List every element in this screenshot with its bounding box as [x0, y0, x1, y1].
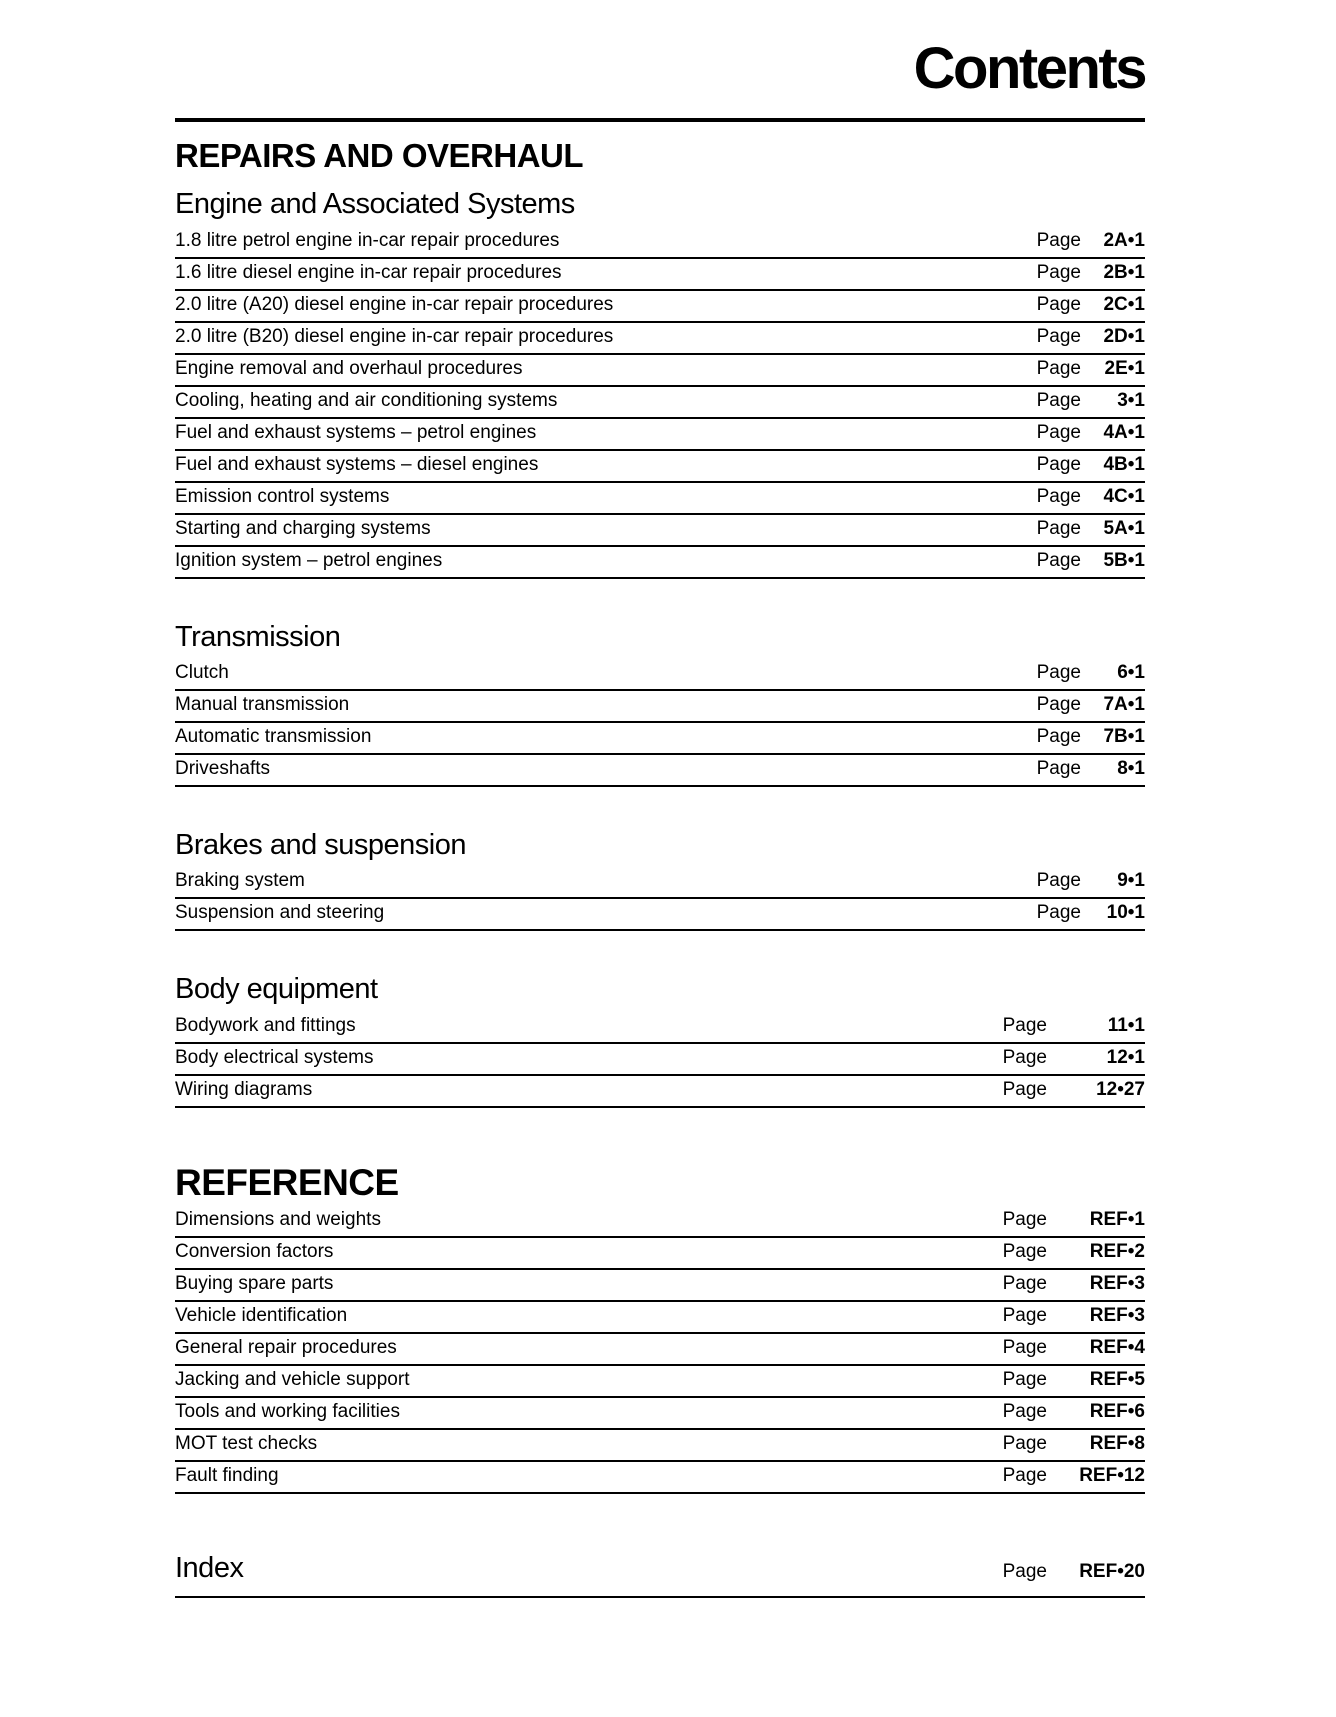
page-number: 5B•1 [1103, 549, 1145, 571]
page-number: REF•6 [1089, 1401, 1145, 1423]
toc-row [175, 483, 1145, 515]
toc-row [175, 1462, 1145, 1494]
page-ref [1003, 1433, 1145, 1455]
toc-row [175, 1238, 1145, 1270]
page-ref [1037, 390, 1145, 412]
page-ref [1037, 870, 1145, 892]
page-label: Page [1002, 1241, 1047, 1263]
page-number: 8•1 [1117, 757, 1145, 779]
page-label: Page [1002, 1401, 1047, 1423]
toc-item-label: Fuel and exhaust systems – petrol engines [175, 421, 537, 443]
page-ref [1003, 1337, 1145, 1359]
section-rows [175, 227, 1145, 579]
toc-row [175, 355, 1145, 387]
page-ref [1003, 1241, 1145, 1263]
page-number: REF•3 [1089, 1273, 1145, 1295]
toc-item-label: Driveshafts [175, 757, 271, 779]
page-ref [1003, 1305, 1145, 1327]
toc-item-label: Suspension and steering [175, 902, 385, 924]
page-number: 12•27 [1096, 1078, 1145, 1100]
toc-item-label: Jacking and vehicle support [175, 1369, 410, 1391]
page-number: 5A•1 [1103, 517, 1145, 539]
page-label: Page [1002, 1369, 1047, 1391]
page-ref [1003, 1401, 1145, 1423]
toc-item-label: Braking system [175, 870, 305, 892]
section-heading: Body equipment [175, 973, 378, 1006]
toc-item-label: Tools and working facilities [175, 1401, 400, 1423]
toc-row [175, 755, 1145, 787]
toc-item-label: MOT test checks [175, 1433, 318, 1455]
page-label: Page [1002, 1046, 1047, 1068]
page-ref [1003, 1465, 1145, 1487]
toc-item-label: Automatic transmission [175, 725, 372, 747]
toc-item-label: Index [175, 1552, 244, 1585]
page-ref [1003, 1047, 1145, 1069]
toc-item-label: Clutch [175, 661, 229, 683]
page-ref [1003, 1273, 1145, 1295]
page-ref [1037, 486, 1145, 508]
page-number: 2A•1 [1103, 229, 1145, 251]
toc-item-label: Starting and charging systems [175, 517, 431, 539]
page-ref [1037, 518, 1145, 540]
page-label: Page [1036, 325, 1081, 347]
toc-item-label: 1.8 litre petrol engine in-car repair procedures [175, 229, 560, 251]
page-label: Page [1036, 549, 1081, 571]
toc-row [175, 1012, 1145, 1044]
toc-row [175, 659, 1145, 691]
section-heading: Transmission [175, 620, 341, 653]
toc-section [175, 621, 1145, 787]
page-label: Page [1036, 517, 1081, 539]
page-label: Page [1036, 902, 1081, 924]
page-number: REF•12 [1079, 1465, 1145, 1487]
section-rows [175, 867, 1145, 931]
main-heading: REPAIRS AND OVERHAUL [175, 137, 584, 174]
toc-section [175, 973, 1145, 1107]
page-label: Page [1002, 1561, 1047, 1583]
page-label: Page [1036, 421, 1081, 443]
page-label: Page [1002, 1209, 1047, 1231]
page-number: 10•1 [1106, 902, 1145, 924]
page-ref [1037, 326, 1145, 348]
page-label: Page [1036, 757, 1081, 779]
toc-row [175, 1334, 1145, 1366]
page-ref [1003, 1369, 1145, 1391]
page-number: 2B•1 [1103, 261, 1145, 283]
page-label: Page [1036, 485, 1081, 507]
page-number: 4C•1 [1103, 485, 1145, 507]
toc-row [175, 1398, 1145, 1430]
page-label: Page [1002, 1078, 1047, 1100]
section-rows [175, 1206, 1145, 1494]
page-number: 2D•1 [1103, 325, 1145, 347]
page-number: 2C•1 [1103, 293, 1145, 315]
toc-item-label: Fuel and exhaust systems – diesel engines [175, 453, 539, 475]
page-ref [1003, 1079, 1145, 1101]
toc-item-label: Buying spare parts [175, 1273, 334, 1295]
page-label: Page [1036, 453, 1081, 475]
page-number: 2E•1 [1104, 357, 1145, 379]
page-number: 7A•1 [1103, 693, 1145, 715]
page-ref [1037, 454, 1145, 476]
toc-item-label: Conversion factors [175, 1241, 334, 1263]
page-number: 4B•1 [1103, 453, 1145, 475]
toc-section [175, 188, 1145, 578]
page-number: REF•2 [1089, 1241, 1145, 1263]
page-number: REF•8 [1089, 1433, 1145, 1455]
page-number: 9•1 [1117, 870, 1145, 892]
toc-item-label: Manual transmission [175, 693, 350, 715]
section-rows [175, 1548, 1145, 1598]
page-number: REF•4 [1089, 1337, 1145, 1359]
page-label: Page [1036, 870, 1081, 892]
page-label: Page [1036, 389, 1081, 411]
page-ref [1003, 1209, 1145, 1231]
page-number: 4A•1 [1103, 421, 1145, 443]
page-label: Page [1002, 1465, 1047, 1487]
section-heading: Engine and Associated Systems [175, 188, 575, 221]
page-number: 3•1 [1117, 389, 1145, 411]
page-number: 12•1 [1106, 1046, 1145, 1068]
toc-item-label: Engine removal and overhaul procedures [175, 357, 523, 379]
toc-row [175, 547, 1145, 579]
page-label: Page [1036, 357, 1081, 379]
page-ref [1037, 758, 1145, 780]
toc-section [175, 829, 1145, 931]
section-rows [175, 1012, 1145, 1108]
section-heading: Brakes and suspension [175, 828, 466, 861]
toc-row [175, 723, 1145, 755]
page-ref [1037, 230, 1145, 252]
page-label: Page [1036, 261, 1081, 283]
page-label: Page [1002, 1273, 1047, 1295]
section-rows [175, 659, 1145, 787]
page-label: Page [1002, 1014, 1047, 1036]
page-label: Page [1036, 725, 1081, 747]
toc-row [175, 867, 1145, 899]
toc-row [175, 691, 1145, 723]
toc-row [175, 323, 1145, 355]
page-ref [1037, 422, 1145, 444]
toc-row [175, 291, 1145, 323]
toc-row [175, 1270, 1145, 1302]
toc-section [175, 1162, 1145, 1495]
page-number: REF•1 [1089, 1209, 1145, 1231]
page-ref [1037, 550, 1145, 572]
page-label: Page [1036, 693, 1081, 715]
toc-row [175, 387, 1145, 419]
toc-item-label: General repair procedures [175, 1337, 397, 1359]
toc-row [175, 227, 1145, 259]
toc-item-label: Cooling, heating and air conditioning systems [175, 389, 558, 411]
toc-section [175, 1548, 1145, 1598]
toc-row [175, 1044, 1145, 1076]
toc-row [175, 259, 1145, 291]
toc-row [175, 1366, 1145, 1398]
toc-item-label: Vehicle identification [175, 1305, 348, 1327]
toc-row [175, 899, 1145, 931]
toc-row [175, 1430, 1145, 1462]
toc-item-label: 2.0 litre (A20) diesel engine in-car repair procedures [175, 293, 614, 315]
page-title: Contents [175, 40, 1145, 122]
page-label: Page [1036, 293, 1081, 315]
page-ref [1037, 358, 1145, 380]
page-label: Page [1002, 1305, 1047, 1327]
page-ref [1037, 662, 1145, 684]
toc-item-label: Dimensions and weights [175, 1209, 381, 1231]
page-ref [1037, 902, 1145, 924]
page-number: REF•5 [1089, 1369, 1145, 1391]
page-number: 7B•1 [1103, 725, 1145, 747]
toc-row [175, 1302, 1145, 1334]
toc-item-label: Body electrical systems [175, 1046, 374, 1068]
page-label: Page [1036, 229, 1081, 251]
toc-item-label: Ignition system – petrol engines [175, 549, 443, 571]
page-number: 11•1 [1107, 1014, 1145, 1036]
toc-item-label: 1.6 litre diesel engine in-car repair procedures [175, 261, 562, 283]
page-number: 6•1 [1117, 661, 1145, 683]
page-ref [1037, 294, 1145, 316]
page-ref [1003, 1561, 1145, 1583]
toc-row [175, 1548, 1145, 1598]
toc-row [175, 419, 1145, 451]
page-ref [1037, 262, 1145, 284]
toc-row [175, 1076, 1145, 1108]
toc-row [175, 515, 1145, 547]
toc-row [175, 1206, 1145, 1238]
section-heading: REFERENCE [175, 1161, 399, 1203]
page-label: Page [1036, 661, 1081, 683]
toc-item-label: Wiring diagrams [175, 1078, 313, 1100]
toc-item-label: 2.0 litre (B20) diesel engine in-car repair procedures [175, 325, 614, 347]
toc-row [175, 451, 1145, 483]
page-ref [1037, 726, 1145, 748]
page-label: Page [1002, 1337, 1047, 1359]
toc-item-label: Bodywork and fittings [175, 1014, 356, 1036]
sections [175, 188, 1145, 1598]
page-label: Page [1002, 1433, 1047, 1455]
toc-item-label: Emission control systems [175, 485, 390, 507]
page-ref [1037, 694, 1145, 716]
page-ref [1003, 1015, 1145, 1037]
page-number: REF•20 [1079, 1561, 1145, 1583]
page-number: REF•3 [1089, 1305, 1145, 1327]
toc-item-label: Fault finding [175, 1465, 279, 1487]
